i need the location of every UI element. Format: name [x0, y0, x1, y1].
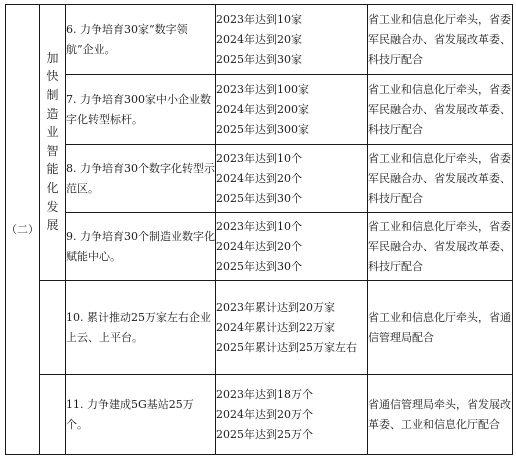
goal-cell: [216, 145, 368, 213]
responsible-cell: [368, 5, 513, 75]
responsible-text: 省通信管理局牵头，省发展改革委、工业和信息化厅配合: [368, 397, 511, 431]
task-text: 9. 力争培育30个制造业数字化赋能中心。: [66, 229, 215, 263]
goal-line: 2024年达到20家: [216, 32, 302, 46]
responsible-cell: [368, 145, 513, 213]
goal-line: 2023年达到10个: [216, 219, 302, 233]
goal-line: 2023年累计达到20万家: [216, 300, 335, 314]
goal-line: 2025年达到30家: [216, 52, 302, 66]
category-cell: [40, 5, 66, 281]
task-table: [5, 4, 513, 455]
goal-line: 2025年达到300家: [216, 122, 309, 136]
responsible-text: 省工业和信息化厅牵头，省委军民融合办、省发展改革委、科技厅配合: [368, 219, 511, 273]
table-row: [6, 213, 513, 281]
task-cell: [66, 375, 216, 455]
goal-line: 2025年累计达到25万家左右: [216, 340, 357, 354]
goal-line: 2023年达到10个: [216, 151, 302, 165]
goal-line: 2023年达到18万个: [216, 387, 313, 401]
goal-cell: [216, 281, 368, 375]
responsible-cell: [368, 213, 513, 281]
goal-cell: [216, 213, 368, 281]
goal-line: 2024年达到20个: [216, 171, 302, 185]
goal-line: 2025年达到30个: [216, 259, 302, 273]
table-row: [6, 145, 513, 213]
goal-line: 2024年达到200家: [216, 102, 309, 116]
goal-line: 2024年达到20个: [216, 239, 302, 253]
table-row: [6, 5, 513, 75]
goal-cell: [216, 5, 368, 75]
responsible-text: 省工业和信息化厅牵头，省通信管理局配合: [368, 310, 511, 344]
table-row: [6, 75, 513, 145]
category-cell-empty: [40, 375, 66, 455]
goal-line: 2023年达到10家: [216, 12, 302, 26]
task-text: 6. 力争培育30家“数字领航”企业。: [66, 22, 188, 56]
section-number-cell: [6, 5, 40, 455]
category-cell-empty: [40, 281, 66, 375]
responsible-text: 省工业和信息化厅牵头，省委军民融合办、省发展改革委、科技厅配合: [368, 12, 511, 66]
responsible-cell: [368, 75, 513, 145]
goal-line: 2024年达到20万个: [216, 407, 313, 421]
goal-cell: [216, 75, 368, 145]
task-cell: [66, 75, 216, 145]
responsible-text: 省工业和信息化厅牵头，省委军民融合办、省发展改革委、科技厅配合: [368, 82, 511, 136]
responsible-cell: [368, 281, 513, 375]
task-text: 11. 力争建成5G基站25万个。: [66, 397, 194, 431]
task-cell: [66, 213, 216, 281]
responsible-text: 省工业和信息化厅牵头，省委军民融合办、省发展改革委、科技厅配合: [368, 151, 511, 205]
goal-line: 2024年累计达到22万家: [216, 320, 335, 334]
task-cell: [66, 145, 216, 213]
section-number: （二）: [6, 222, 39, 236]
goal-cell: [216, 375, 368, 455]
goal-line: 2023年达到100家: [216, 82, 309, 96]
table-row: [6, 375, 513, 455]
task-text: 7. 力争培育300家中小企业数字化转型标杆。: [66, 92, 211, 126]
goal-line: 2025年达到25万个: [216, 427, 313, 441]
task-cell: [66, 5, 216, 75]
goal-line: 2025年达到30个: [216, 191, 302, 205]
responsible-cell: [368, 375, 513, 455]
table-row: [6, 281, 513, 375]
task-cell: [66, 281, 216, 375]
task-text: 8. 力争培育30个数字化转型示范区。: [66, 161, 215, 195]
category-label: 加快制造业智能化发展: [46, 50, 59, 233]
task-text: 10. 累计推动25万家左右企业上云、上平台。: [66, 310, 211, 344]
